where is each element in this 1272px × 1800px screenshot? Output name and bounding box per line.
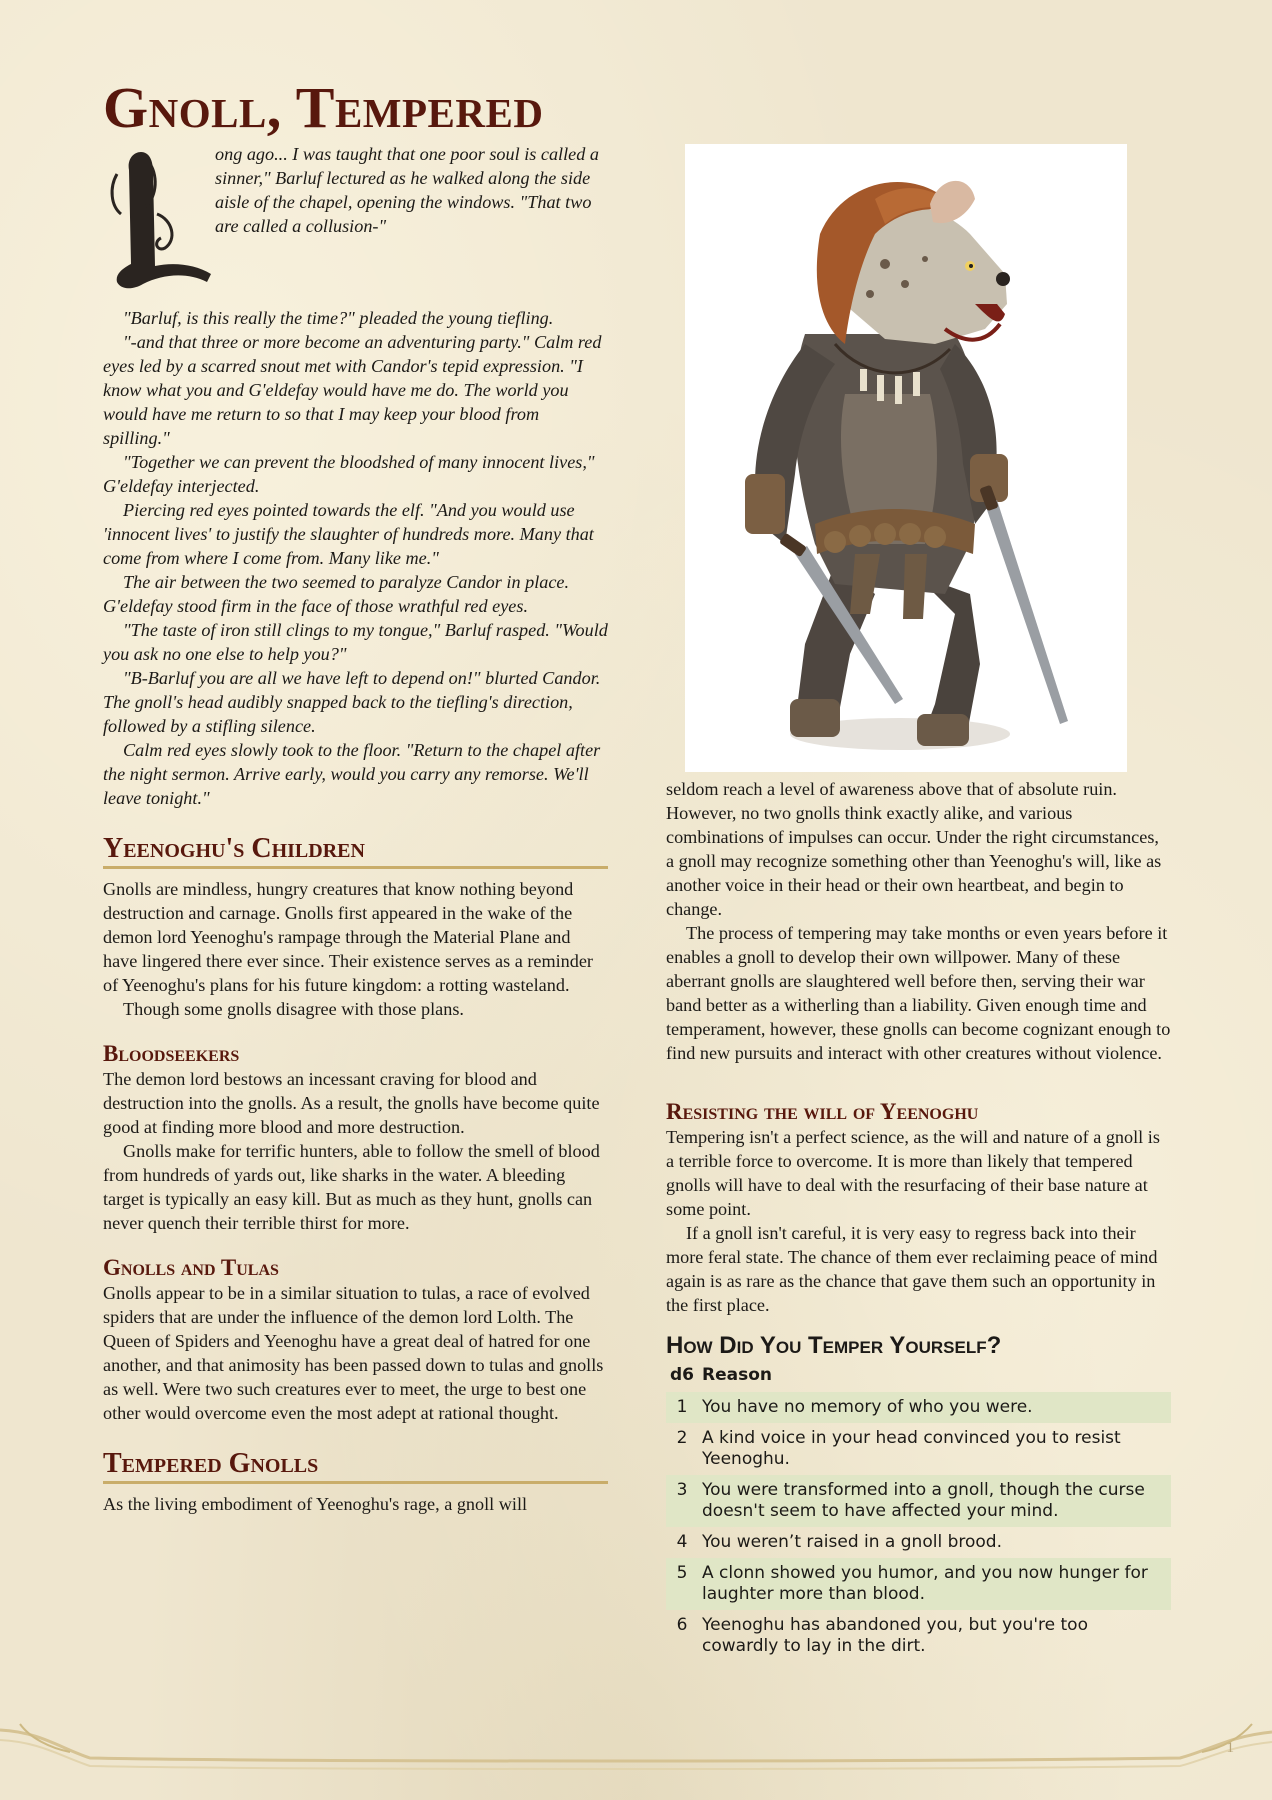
table-row — [666, 1392, 1171, 1423]
table-row — [666, 1527, 1171, 1558]
table-row — [666, 1610, 1171, 1662]
table-cell-die: 1 — [666, 1392, 698, 1423]
table-row — [666, 1558, 1171, 1610]
section-heading-tempered-gnolls: Tempered Gnolls — [103, 1447, 608, 1484]
section-heading-yeenoghus-children: Yeenoghu's Children — [103, 832, 608, 869]
body-paragraph: The process of tempering may take months or even years before it enables a gnoll to develop their own willpower. Many of these aberrant gnolls are slaughtered well before then, serving their war band better as a witherling than a liability. Given enough time and temperament, however, these gnolls can become cognizant enough to find new pursuits and interact with other creatures without violence. — [666, 923, 1171, 1063]
table-cell-reason: A clonn showed you humor, and you now hunger for laughter more than blood. — [698, 1558, 1171, 1610]
left-column — [103, 142, 608, 1516]
table-cell-reason: You were transformed into a gnoll, though the curse doesn't seem to have affected your mind. — [698, 1475, 1171, 1527]
intro-paragraph: Calm red eyes slowly took to the floor. "Return to the chapel after the night sermon. Arrive early, would you carry any remorse. We'll leave tonight." — [103, 740, 601, 808]
page-number: 1 — [1226, 1740, 1234, 1756]
gnoll-illustration — [685, 144, 1127, 772]
intro-story — [103, 142, 608, 810]
intro-paragraph: The air between the two seemed to paralyze Candor in place. G'eldefay stood firm in the face of those wrathful red eyes. — [103, 572, 570, 616]
intro-paragraph: "Together we can prevent the bloodshed of many innocent lives," G'eldefay interjected. — [103, 452, 595, 496]
subheading-bloodseekers: Bloodseekers — [103, 1041, 240, 1066]
intro-paragraph: Piercing red eyes pointed towards the elf. "And you would use 'innocent lives' to justify the slaughter of hundreds more. Many that come from where I come from. Many like me." — [103, 500, 594, 568]
intro-paragraph: "B-Barluf you are all we have left to depend on!" blurted Candor. The gnoll's head audibly snapped back to the tiefling's direction, followed by a stifling silence. — [103, 668, 601, 736]
intro-paragraph: "The taste of iron still clings to my tongue," Barluf rasped. "Would you ask no one else to help you?" — [103, 620, 608, 664]
page-title: Gnoll, Tempered — [103, 75, 544, 140]
body-paragraph: Though some gnolls disagree with those plans. — [123, 999, 464, 1019]
table-cell-die: 4 — [676, 1532, 688, 1552]
table-header-reason: Reason — [702, 1365, 772, 1385]
body-paragraph: As the living embodiment of Yeenoghu's rage, a gnoll will — [103, 1494, 528, 1514]
intro-paragraph: "-and that three or more become an adventuring party." Calm red eyes led by a scarred snout met with Candor's tepid expression. "I know what you and G'eldefay would have me do. The world you would have me return to so that I may keep your blood from spilling." — [103, 332, 602, 448]
intro-paragraph: "Barluf, is this really the time?" pleaded the young tiefling. — [123, 308, 554, 328]
table-cell-die: 3 — [666, 1475, 698, 1527]
table-cell-reason: You have no memory of who you were. — [698, 1392, 1171, 1423]
dropcap-letter — [103, 144, 215, 294]
temper-roll-table — [666, 1363, 1171, 1662]
right-column — [666, 777, 1171, 1662]
table-cell-reason: A kind voice in your head convinced you to resist Yeenoghu. — [702, 1428, 1121, 1469]
intro-opening: ong ago... I was taught that one poor soul is called a sinner," Barluf lectured as he walked along the side aisle of the chapel, opening the windows. "That two are called a collusion-" — [215, 144, 599, 236]
table-row — [666, 1423, 1171, 1475]
body-paragraph: The demon lord bestows an incessant craving for blood and destruction into the gnolls. As a result, the gnolls have become quite good at finding more blood and more destruction. — [103, 1069, 600, 1137]
dropcap-paragraph — [103, 142, 608, 294]
body-paragraph: Gnolls are mindless, hungry creatures that know nothing beyond destruction and carnage. Gnolls first appeared in the wake of the demon lord Yeenoghu's rampage through the Material Plane and have lingered there ever since. Their existence serves as a reminder of Yeenoghu's plans for his future kingdom: a rotting wasteland. — [103, 879, 593, 995]
body-paragraph: Tempering isn't a perfect science, as the will and nature of a gnoll is a terrible force to overcome. It is more than likely that tempered gnolls will have to deal with the resurfacing of their base nature at some point. — [666, 1127, 1160, 1219]
table-cell-reason: You weren’t raised in a gnoll brood. — [702, 1532, 1002, 1552]
subheading-gnolls-and-tulas: Gnolls and Tulas — [103, 1255, 279, 1280]
body-paragraph: If a gnoll isn't careful, it is very easy to regress back into their more feral state. The chance of them ever reclaiming peace of mind again is as rare as the chance that gave them such an opportunity in the first place. — [666, 1223, 1158, 1315]
table-header-die: d6 — [670, 1365, 694, 1385]
table-cell-die: 5 — [666, 1558, 698, 1610]
subheading-resisting-yeenoghu: Resisting the will of Yeenoghu — [666, 1099, 979, 1124]
footer-ornament — [0, 1718, 1272, 1788]
table-row — [666, 1475, 1171, 1527]
table-header-row — [666, 1363, 1171, 1392]
table-cell-die: 2 — [676, 1428, 688, 1448]
table-title: How Did You Temper Yourself? — [666, 1332, 1002, 1359]
body-paragraph: Gnolls appear to be in a similar situation to tulas, a race of evolved spiders that are under the influence of the demon lord Lolth. The Queen of Spiders and Yeenoghu have a great deal of hatred for one another, and that animosity has been passed down to tulas and gnolls as well. Were two such creatures ever to meet, the urge to best one other would overcome even the most adept at rational thought. — [103, 1283, 604, 1423]
body-paragraph: seldom reach a level of awareness above that of absolute ruin. However, no two gnolls think exactly alike, and various combinations of impulses can occur. Under the right circumstances, a gnoll may recognize something other than Yeenoghu's will, like as another voice in their head or their own heartbeat, and begin to change. — [666, 779, 1162, 919]
table-cell-die: 6 — [676, 1615, 688, 1635]
body-paragraph: Gnolls make for terrific hunters, able to follow the smell of blood from hundreds of yards out, like sharks in the water. A bleeding target is typically an easy kill. But as much as they hunt, gnolls can never quench their terrible thirst for more. — [103, 1141, 600, 1233]
table-cell-reason: Yeenoghu has abandoned you, but you're too cowardly to lay in the dirt. — [702, 1615, 1088, 1656]
